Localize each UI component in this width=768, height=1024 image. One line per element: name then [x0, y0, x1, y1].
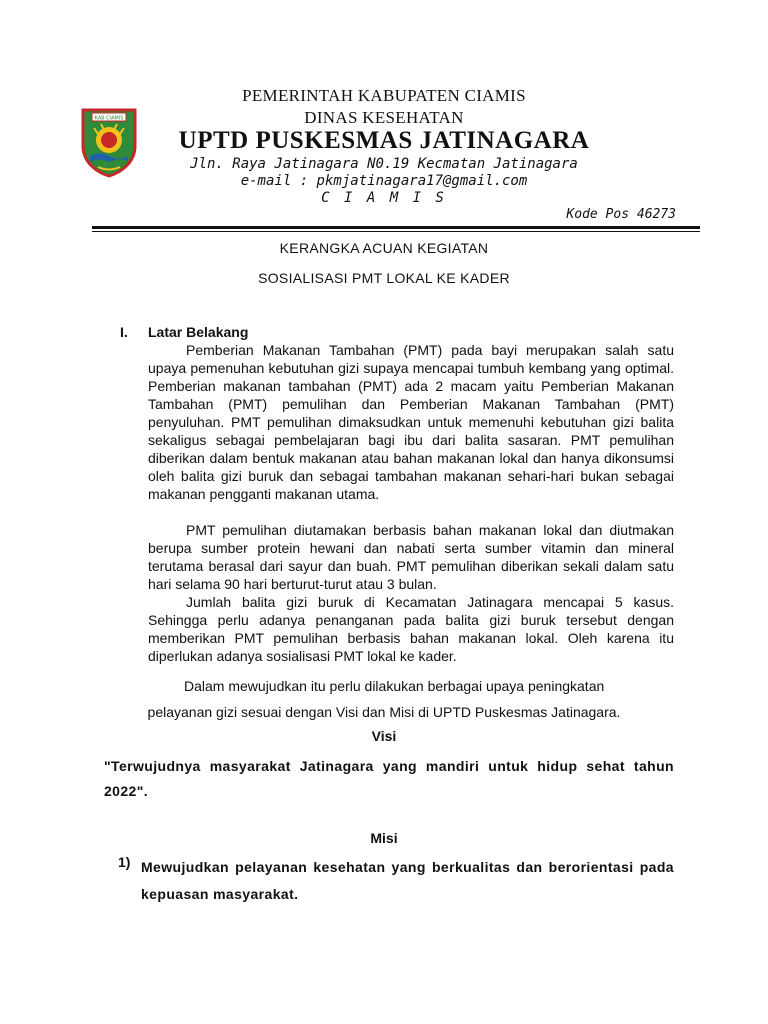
document-title: KERANGKA ACUAN KEGIATAN [279, 240, 489, 256]
header-divider-thick [92, 226, 700, 229]
logo-banner-text: KAB CIAMIS [94, 115, 124, 122]
unit-name: UPTD PUSKESMAS JATINAGARA [178, 127, 590, 154]
government-name: PEMERINTAH KABUPATEN CIAMIS [242, 86, 526, 105]
email-address: e-mail : pkmjatinagara17@gmail.com [240, 173, 528, 189]
address: Jln. Raya Jatinagara N0.19 Kecmatan Jatinagara [190, 156, 578, 172]
vision-heading: Visi [371, 728, 397, 744]
document-subtitle: SOSIALISASI PMT LOKAL KE KADER [258, 270, 510, 286]
header-divider-thin [92, 231, 700, 232]
mission-heading: Misi [370, 830, 398, 846]
background-paragraph: PMT pemulihan diutamakan berbasis bahan makanan lokal dan diutmakan berupa sumber protein hewani dan nabati serta sumber vitamin dan mineral terutama berasal dari sayur dan buah. PMT pemulihan diberikan sekali dalam satu hari selama 90 hari berturut-turut atau 3 bulan. [148, 522, 674, 592]
intro-line: Dalam mewujudkan itu perlu dilakukan berbagai upaya peningkatan [184, 678, 605, 694]
department-name: DINAS KESEHATAN [304, 108, 464, 127]
section-heading: Latar Belakang [148, 324, 249, 340]
mission-item-text: Mewujudkan pelayanan kesehatan yang berkualitas dan berorientasi pada kepuasan masyarakat. [141, 859, 674, 902]
section-number: I. [120, 324, 128, 340]
background-paragraph: Pemberian Makanan Tambahan (PMT) pada bayi merupakan salah satu upaya pemenuhan kebutuhan gizi supaya mencapai tumbuh kembang yang optimal. Pemberian makanan tambahan (PMT) ada 2 macam yaitu Pemberian Makanan Tambahan (PMT) pemulihan dan Pemberian Makanan Tambahan (PMT) penyuluhan. PMT pemulihan dimaksudkan untuk memenuhi kebutuhan gizi balita sekaligus sebagai pembelajaran bagi ibu dari balita sasaran. PMT pemulihan diberikan dalam bentuk makanan atau bahan makanan lokal dan hanya dikonsumsi oleh balita gizi buruk dan sebagai tambahan makanan sehari-hari bukan sebagai makanan pengganti makanan utama. [148, 342, 674, 502]
intro-line: pelayanan gizi sesuai dengan Visi dan Misi di UPTD Puskesmas Jatinagara. [147, 704, 621, 720]
city: C I A M I S [321, 190, 447, 206]
postal-code: Kode Pos 46273 [566, 207, 676, 222]
background-paragraph: Jumlah balita gizi buruk di Kecamatan Jatinagara mencapai 5 kasus. Sehingga perlu adanya penanganan pada balita gizi buruk tersebut dengan memberikan PMT pemulihan berbasis bahan makanan lokal. Oleh karena itu diperlukan adanya sosialisasi PMT lokal ke kader. [148, 594, 674, 664]
vision-statement: "Terwujudnya masyarakat Jatinagara yang mandiri untuk hidup sehat tahun 2022". [104, 758, 674, 799]
mission-item-number: 1) [118, 854, 131, 870]
